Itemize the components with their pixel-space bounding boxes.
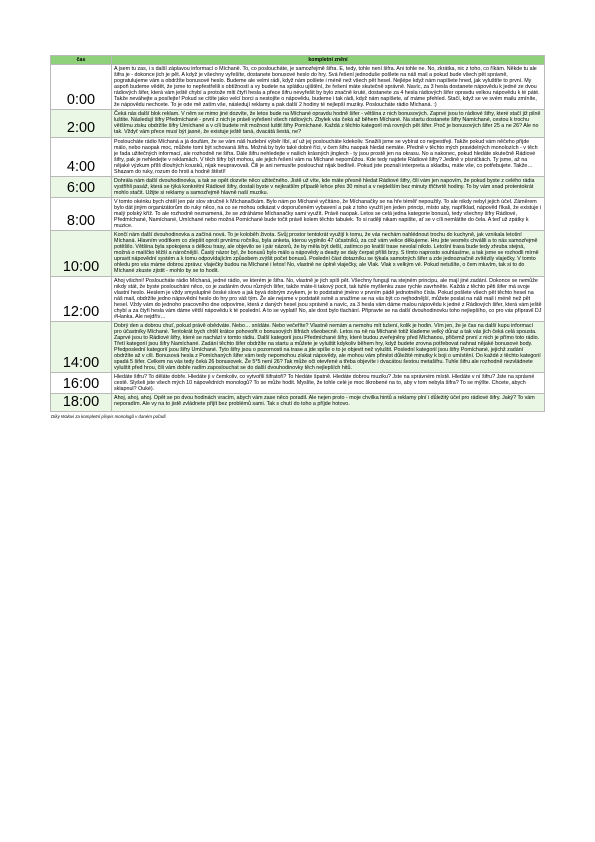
row-time: 14:00 (51, 321, 112, 372)
row-text: Posloucháte rádio Míchaná a já doufám, že se vám náš hudební výběr líbí, ať už jej posloucháte kdekoliv. Snažili jsme se vybírat co nejpestřeji. Takže pokud vám něčeho přijde málo, nebo naopak moc, můžete tomi být schovaná šifra. Možná by bylo také dobré říci, v čem šifru naopak hledat nemáte. Předně v těchto mých pravidelných monolozích - v těch je řada užitečných informací, ale rozhodně ne šifra. Dále šifru nehledejte v našich krásných jinglech - ty jsou prostě jen na okrasu. No a nakonec, pokud hledáte skutečně Rádiové šifry, pak je nehledejte v reklamách. V těch šifry být mohou, ale jejich řešení vám na Míchané nepomůžou. Kde tedy najdete Rádiové šifry? Jedině v písničkách. Ty jsme, až na nějaké výzkum přílš dlouhých kousků, nijak neupravovali. Čili je ani nemusíte poslouchat nijak bedlivě. Pokud jste poznali interpreta a skladbu, máte vše, co potřebujete. Takže… Shazam do ruky, rozum do hrsti a hodně štěstí! (112, 137, 545, 176)
text-column-header: kompletní znění (112, 56, 545, 65)
time-column-header: čas (51, 56, 112, 65)
table-header-row (51, 56, 545, 65)
row-text: Hledáte šifru? To děláte dobře. Hledáte ji v čemkoliv, co vytvořili šifratoři? To hledáte špatně. Hledáte dobrou muziku? Jste na správném místě. Hledáte v ní šifru? Jste na správné cestě. Slyšeli jste všech mých 10 nápovědních monologů? To se může hodit. Myslíte, že tohle celé je moc škrobené na to, aby v tom nebyla šifra? To se mýlíte. Chcete, abych sklapnul? Ouké). (112, 373, 545, 394)
transcript-rows (51, 65, 545, 412)
table-row (51, 65, 545, 110)
row-time: 2:00 (51, 110, 112, 137)
row-time: 10:00 (51, 231, 112, 276)
row-time: 4:00 (51, 137, 112, 176)
row-time: 18:00 (51, 394, 112, 412)
row-time: 12:00 (51, 276, 112, 321)
table-row (51, 197, 545, 230)
row-text: Končí nám další dvouhodinovka a začíná nová. To je koloběh života. Svůj prostor tentokrát využijí k tomu, že vás nechám nahlédnout trochu do kuchyně, jak vznikala letošní Míchaná. Hlavním vodítkem co zlepšit oproti prvnímu ročníku, byla anketa, kterou vyplnilo 47 účastníků, za což vám velice děkujeme. Hru jste vesměs chválili a to nás samozřejmě potěšilo. Většina byla spokojena s délkou trasy, ale objevilo se i pár názorů, že by měla být delší, zatímco po kratší trase nevolal nikdo. Letošní trasa bude tedy zhruba stejná, možná o malíčko těžší a náročnější. Častý názor byl, že bonusů bylo málo a nápovědy a deady se daly čerpat příliš brzy. S tímto naprosto souhlasíme, a tak jsme se rozhodli mírně upravit nápovědní systém a k tomu odpovídajícím způsobem zvýšit počet bonusů. Poslední část dotazníku se týkala samotných šifer a zde jednoznačně zvítězily vlaječky. V tomto ohledu pro vás máme dobrou zprávu: vlaječky budou na Míchané i letos! No, vlastně ne úplně vlaječky, ale Vlak. Vlak s velkým vé. Pokud netušíte, o čem mluvím, tak si to do Míchané zkuste zjistit - mohlo by se to hodit. (112, 231, 545, 276)
row-time: 6:00 (51, 176, 112, 197)
table-row (51, 137, 545, 176)
row-text: Ahoj, ahoj, ahoj. Opět se po dvou hodinách vracím, abych vám zase něco poradil. Ale nejen proto - moje chvilka hintů a reklamy plní i důležitý účel pro rádiové šifry. Jaký? To vám neporadím. Ale vy na to jistě zvládnete přijít bez problémů sami. Tak s chutí do toho a příjde hotovo. (112, 394, 545, 412)
row-text: Čeká nás další blok reklam. V něm se mimo jiné dozvíte, že letos bude na Míchané opravdu hodně šifer - většina z nich bonusových. Zaprvé jsou to rádiové šifry, které stačí již pilně luštite. Následují šifry Předmíchané - první z nich je právě vyřešení všech rádiových. Zbylek vás čeká až během Míchané. Na startu dostanete šifry Namíchané, cestou k trochu většímu zisku obdržíte šifry Umíchané a v cíli budete mít možnost luštit šifry Pomíchané. Každá z těchto kategorií má rovných pět šifer. Proč je bonusových šifer 25 a ne 26? Ale no tak. Vždyť vám přece musí být jasné, že existuje ještě taná, dvacátá šestá, ne? (112, 110, 545, 137)
table-row (51, 394, 545, 412)
row-text: V tomto okénku bych chtěl jen pár slov stručně k Míchanačkám. Bylo nám po Míchané vyčítáno, že Míchanačky se na hře téměř nepoužily. To ale nikdy nebyl jejich účel. Záměrem bylo dát jiným organizátorům do ruky něco, na co se mohou odkázat v doporučeném vybavení a pak z toho využít jen jeden princip, místo aby, například, nápověd říkali, že existuje i malý polský kříž. To ale rozhodně neznamená, že se zdráháme Míchanačky sami využít. Právě naopak. Letos se celá jedna kategorie bonusů, tedy všechny šifry Rádiové, Předmíchané, Namíchané, Umíchané nebo možná Pomíchané bude točit právě kolem těchto tabulek. To si raději nikam napište, ať se v cíli nemlátíte do čela. A teď už zpátky k muzice. (112, 197, 545, 230)
transcript-table (50, 55, 545, 412)
row-text: Dohrála nám další dvouhodinovka, a tak se opět dozvíte něco užitečného. Jistě už víte, kde máte přesně hledat Rádiové šifry, čili vám jen napovím, že pokud byste z celého rádia vystřihli pasáž, která se týká konkrétní Rádiové šifry, dostali byste v nejkratším případě lehce přes 30 minut a v nejdelším bez minuty třičtvrtě hodiny. To by vám snad protentokrát mohlo stačit. Užijte si reklamy a samozřejmě hlavně naší muziku. (112, 176, 545, 197)
table-row (51, 176, 545, 197)
row-text: Dobrý den a dobrou chuť, pokud právě obědváte. Nebo… snídáte. Nebo večeříte? Vlastně nemám a nemohu mít tušení, kolik je hodin. Vím jen, že je čas na další kupu informací pro účastníky Míchané. Tentokrát bych chtěl krátce pohovořit o bonusových šifrách všeobecně. Letos na ně na Míchané totiž klademe velký důraz a tak vás jich čeká celá spousta. Zaprvé jsou to Rádiové šifry, které se nachází v tomto rádiu. Další kategorií jsou Předmíchané šifry, které budou zveřejněny před Míchanou, přičemž první z nich je přímo toto rádio. Třetí kategorií jsou šifry Namíchané. Zadání těchto šifer obdržíte na startu a můžete je vyluštit kdykoliv během hry, když budete zrovna potřebovat nahnat nějaké bonusové body. Předposlední kategorií jsou šifry Umíchané. Tyto šifry jsou o pozornosti na trase a jde spíše o to je objevit než vyluštit. Poslední kategorií jsou šifry Pomíchané, jejichž zadání obdržíte až v cíli. Bonusová hesla z Pomíchaných šifer vám tedy nepomohou získat nápovědy, ale mohou vám přinést důležité minutky k boji o umístění. Do každé z těchto kategorií spadá 5 šifer. Celkem na vás tedy čeká 26 bonusovek. Že 5*5 není 26? Tak může oči otevřené a třeba objevíte i dvacátou šestou metašifru. Tuhle šifru ale rozhodně nezvládnete vyluštit před hrou, čili vám dobře radím zaposlouchat se do další dvouhodinovky těch nejlepších hitů. (112, 321, 545, 372)
row-time: 16:00 (51, 373, 112, 394)
table-row (51, 110, 545, 137)
transcript-page (50, 55, 545, 419)
row-text: A jsem tu zas, i s další záplavou informací o Míchaně. To, co posloucháte, je samozřejmě šifra. E, tedy, tohle není šifra. Ani tohle ne. No, zkrátka, nic z toho, co říkám. Někde tu ale šifra je - dokonce jich je pět. A když je všechny vyřešíte, dostanete bonusové heslo do hry. Svá řešení jednoduše pošlete na náš mail a pokud bude všech pět správně, pogratulujeme vám a obdržíte bonusové heslo. Budeme ale velmi rádi, když nám pošlete i méně než všech pět hesel. Nejlépe když nám napíšete hned, jak vyluštíte to první. My aspoň budeme vědět, že jsme to nepřestřelili s obtížností a vy budete na splátku ujištění, že řešení máte skutečně správně. Navíc, za 3 hesla dostanete nápovědu k jedné ze dvou rádiových šifer, která vám ještě chybí a protože míti čtyři hesla a přece šifru nevyřešit by bylo značně kruté, dostanete za 4 hesla rádiových šifer opravdu velkou nápovědu k té páté. Takže neváhejte a posílejte! Pokud se cítíte jako velcí borci a nestojíte o nápovědu, budeme i tak rádi, když nám napíšete, ať máme přehled. Stačí, když se ve svém mailu zmíníte, že nápovědu nechcete. To je ode mě zatím vše, následují reklamy a pak další 2 hodiny té nejlepší muziky. Posloucháte rádio Míchaná. :) (112, 65, 545, 110)
table-row (51, 321, 545, 372)
table-row (51, 373, 545, 394)
table-row (51, 231, 545, 276)
row-time: 8:00 (51, 197, 112, 230)
footnote: Díky Walovi za kompletní přepis monologů v daném pořadí. (51, 414, 167, 420)
row-time: 0:00 (51, 65, 112, 110)
row-text: Ahoj všichni! Posloucháte rádio Míchaná, jedné rádio, ve kterém je šifra. No, vlastně je jich spíš pět. Všechny fungují na stejném principu, ale mají jiné zadání. Dokonce se nemůže nikdy stát, že byste posloucháni něco, co je zadáním dvou různých šifer, takže máte-li takový pocit, tak tuhle myšlenku zase rychle zavrhněte. Každá z těchto pěti šifer má svoje vlastní heslo. Heslem je vždy smysluplné české slovo a jak byvá dobrým zvykem, je to podstatné jméno v prvním pádě jednotného čísla. Pokud pošlete všech pět těchto hesel na náš mail, obdržíte jedno nápovědní heslo do hry pro váš tým. Že ale nejsme v podstatě svině a snažíme se na vás být co nejhodnější, můžete poslat na náš mail i méně než pět hesel. Vždy vám do jednoho pracovního dne odpovíme, která z daných hesel jsou správně a navíc, za 3 hesla vám dáme malou nápovědu k jedné z Rádiových šifer, která vám ještě chybí a za čtyři hesla vám dáme větší nápovědu k té poslední. A to se vyplatí! No, ale dost bylo tlachání. Připravte se na další dvouhodinovku toho nejlepšího, co pro vás připravil DJ #Hanka. Ale nejdřív… (112, 276, 545, 321)
table-row (51, 276, 545, 321)
